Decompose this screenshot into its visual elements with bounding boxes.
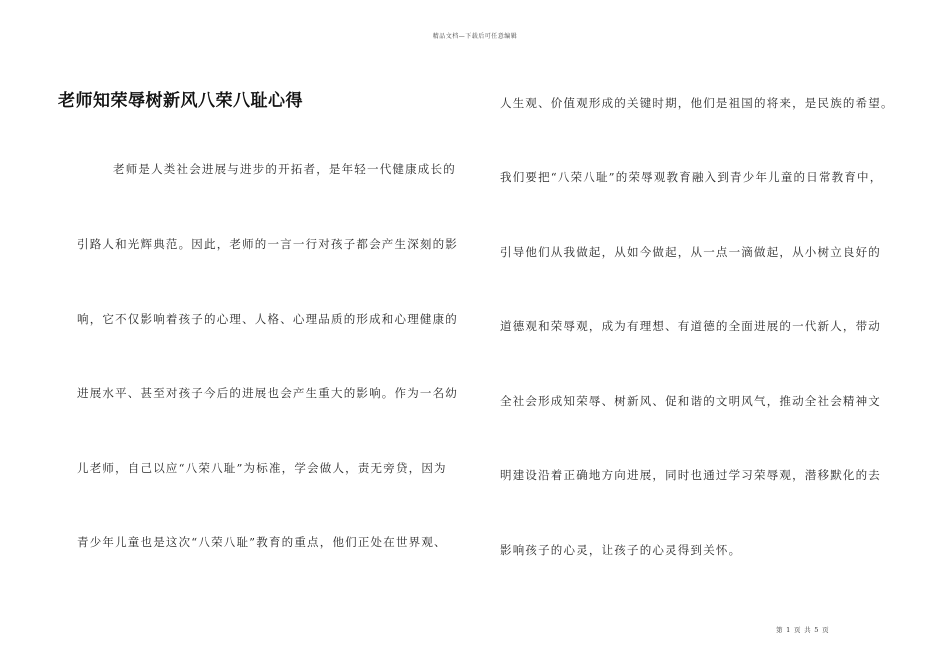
paragraph-line: 青少年儿童也是这次“八荣八耻”教育的重点，他们正处在世界观、 xyxy=(77,535,447,549)
paragraph-line: 人生观、价值观形成的关键时期，他们是祖国的将来，是民族的希望。 xyxy=(500,96,894,110)
page-number: 第 1 页 共 5 页 xyxy=(776,626,830,634)
paragraph-line: 影响孩子的心灵，让孩子的心灵得到关怀。 xyxy=(500,543,742,557)
paragraph-line: 全社会形成知荣辱、树新风、促和谐的文明风气，推动全社会精神文 xyxy=(500,394,881,408)
paragraph-line: 我们要把“八荣八耻”的荣辱观教育融入到青少年儿童的日常教育中， xyxy=(500,170,883,184)
paragraph-line: 引路人和光辉典范。因此，老师的一言一行对孩子都会产生深刻的影 xyxy=(77,237,458,251)
paragraph-line: 儿老师，自己以应“八荣八耻”为标准，学会做人，责无旁贷，因为 xyxy=(77,461,447,475)
paragraph-line: 明建设沿着正确地方向进展，同时也通过学习荣辱观，潜移默化的去 xyxy=(500,468,881,482)
paragraph-line: 老师是人类社会进展与进步的开拓者，是年轻一代健康成长的 xyxy=(113,162,456,176)
paragraph-line: 进展水平、甚至对孩子今后的进展也会产生重大的影响。作为一名幼 xyxy=(77,386,458,400)
page-header: 精品文档—下载后可任意编辑 xyxy=(432,33,518,40)
paragraph-line: 引导他们从我做起，从如今做起，从一点一滴做起，从小树立良好的 xyxy=(500,245,881,259)
paragraph-line: 响，它不仅影响着孩子的心理、人格、心理品质的形成和心理健康的 xyxy=(77,312,458,326)
document-title: 老师知荣辱树新风八荣八耻心得 xyxy=(58,91,303,111)
paragraph-line: 道德观和荣辱观，成为有理想、有道德的全面进展的一代新人，带动 xyxy=(500,319,881,333)
